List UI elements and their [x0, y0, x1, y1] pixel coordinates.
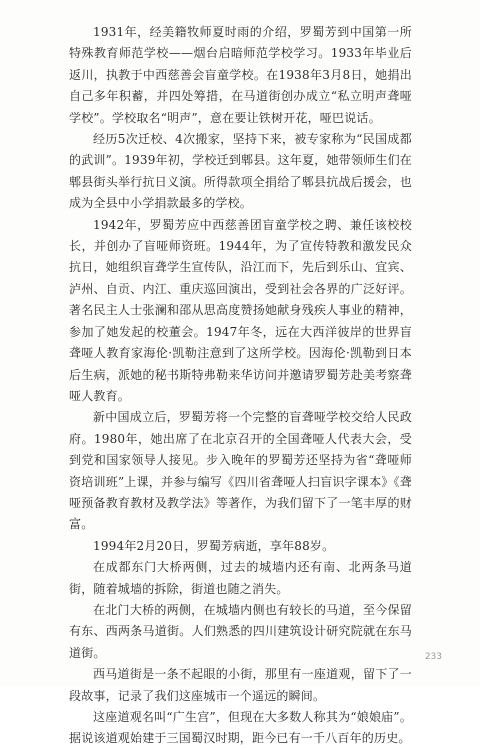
paragraph: 西马道街是一条不起眼的小街，那里有一座道观，留下了一段故事，记录了我们这座城市一个遥远的瞬间。: [69, 667, 412, 703]
paragraph: 1994年2月20日，罗蜀芳病逝，享年88岁。: [93, 538, 335, 553]
body-text: [69, 22, 412, 750]
paragraph: 经历5次迁校、4次搬家，坚持下来，被专家称为“民国成都的武训”。1939年初，学校迁到郫县。这年夏，她带领师生们在郫县街头举行抗日义演。所得款项全捐给了郫县抗战后援会，也成为全县中小学捐款最多的学校。: [69, 132, 412, 211]
paragraph: 1931年，经美籍牧师夏时雨的介绍，罗蜀芳到中国第一所特殊教育师范学校——烟台启暗师范学校学习。1933年毕业后返川，执教于中西慈善会盲童学校。在1938年3月8日，她捐出自己多年积蓄，并四处筹措，在马道街创办成立“私立明声聋哑学校”。学校取名“明声”，意在要让铁树开花，哑巴说话。: [69, 25, 412, 125]
paragraph: 在北门大桥的两侧，在城墙内侧也有较长的马道，至今保留有东、西两条马道街。人们熟悉的四川建筑设计研究院就在东马道街。: [69, 602, 412, 660]
paragraph: 这座道观名叫“广生宫”，但现在大多数人称其为“娘娘庙”。据说该道观始建于三国蜀汉时期，距今已有一千八百年的历史。: [69, 710, 412, 746]
paragraph: 新中国成立后，罗蜀芳将一个完整的盲聋哑学校交给人民政府。1980年，她出席了在北京召开的全国聋哑人代表大会，受到党和国家领导人接见。步入晚年的罗蜀芳还坚持为省“聋哑师资培训班”上课，并参与编写《四川省聋哑人扫盲识字课本》《聋哑预备教育教材及教学法》等著作，为我们留下了一笔丰厚的财富。: [69, 410, 412, 532]
paragraph: 在成都东门大桥两侧，过去的城墙内还有南、北两条马道街，随着城墙的拆除，街道也随之消失。: [69, 560, 412, 596]
page-number: 233: [424, 652, 442, 662]
paragraph: 1942年，罗蜀芳应中西慈善团盲童学校之聘、兼任该校校长，并创办了盲哑师资班。1944年，为了宣传特教和激发民众抗日，她组织盲聋学生宣传队，沿江而下，先后到乐山、宜宾、泸州、自贡、内江、重庆巡回演出，受到社会各界的广泛好评。著名民主人士张澜和邵从思高度赞扬她献身残疾人事业的精神，参加了她发起的校董会。1947年冬，远在大西洋彼岸的世界盲聋哑人教育家海伦·凯勒注意到了这所学校。因海伦·凯勒到日本后生病，派她的秘书斯特弗勒来华访问并邀请罗蜀芳赴美考察聋哑人教育。: [69, 217, 412, 403]
